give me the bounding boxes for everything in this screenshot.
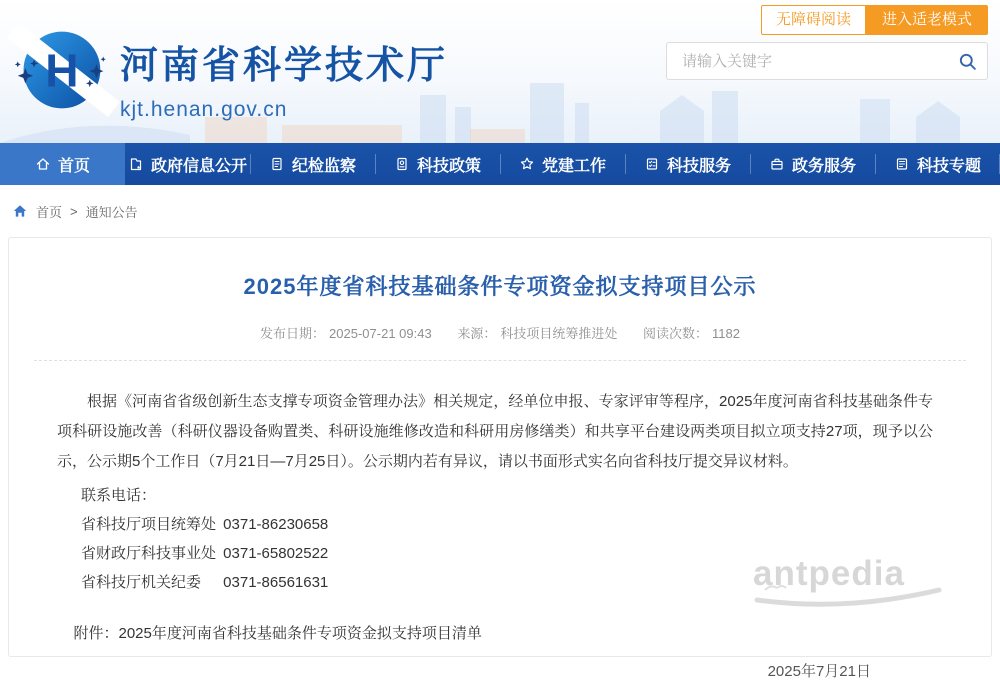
views-value: 1182 xyxy=(712,326,740,341)
contact-row xyxy=(57,539,933,568)
search-input[interactable] xyxy=(667,43,947,79)
views-label: 阅读次数： xyxy=(642,326,708,341)
main-nav xyxy=(0,143,1000,185)
nav-item-discipline[interactable] xyxy=(250,143,375,185)
article-sign-date: 2025年7月21日 xyxy=(767,663,871,680)
nav-item-policy[interactable] xyxy=(375,143,500,185)
meta-divider xyxy=(34,360,966,361)
search-box xyxy=(666,42,988,80)
nav-label: 科技服务 xyxy=(666,157,731,175)
article-body xyxy=(9,387,991,681)
barrier-free-reading-button[interactable]: 无障碍阅读 xyxy=(761,5,866,35)
nav-item-home[interactable] xyxy=(0,143,125,185)
site-title: 河南省科学技术厅 xyxy=(120,45,449,87)
nav-label: 政府信息公开 xyxy=(150,157,247,175)
contact-phone: 0371-86230658 xyxy=(223,516,329,533)
contact-phone: 0371-65802522 xyxy=(223,545,329,562)
article-meta xyxy=(9,323,991,342)
gov-info-icon xyxy=(128,156,144,172)
site-url: kjt.henan.gov.cn xyxy=(120,98,288,121)
article-title: 2025年度省科技基础条件专项资金拟支持项目公示 xyxy=(243,274,757,299)
policy-icon xyxy=(394,156,410,172)
breadcrumb-separator: > xyxy=(70,203,78,219)
nav-label: 政务服务 xyxy=(791,157,856,175)
breadcrumb-current: 通知公告 xyxy=(85,204,138,220)
attachment-link[interactable]: 附件：2025年度河南省科技基础条件专项资金拟支持项目清单 xyxy=(73,625,482,642)
contact-heading: 联系电话： xyxy=(81,487,157,504)
search-icon xyxy=(958,52,977,71)
source-label: 来源： xyxy=(457,326,497,341)
elder-mode-button[interactable]: 进入适老模式 xyxy=(866,5,988,35)
nav-item-topics[interactable] xyxy=(875,143,1000,185)
publish-date-label: 发布日期： xyxy=(260,326,326,341)
nav-item-affairs[interactable] xyxy=(750,143,875,185)
nav-label: 科技政策 xyxy=(416,157,481,175)
nav-item-service[interactable] xyxy=(625,143,750,185)
nav-label: 党建工作 xyxy=(541,157,606,175)
brand-block xyxy=(120,34,448,122)
discipline-icon xyxy=(269,156,285,172)
nav-label: 科技专题 xyxy=(916,157,981,175)
site-header xyxy=(0,0,1000,143)
contact-row xyxy=(57,510,933,539)
site-logo[interactable] xyxy=(12,22,108,118)
contact-dept: 省科技厅项目统筹处 xyxy=(81,516,217,533)
breadcrumb xyxy=(0,185,1000,237)
nav-item-gov-info[interactable] xyxy=(125,143,250,185)
article-panel xyxy=(8,237,992,680)
source-value: 科技项目统筹推进处 xyxy=(500,326,618,341)
breadcrumb-home-link[interactable]: 首页 xyxy=(36,204,63,220)
article-paragraph: 根据《河南省省级创新生态支撑专项资金管理办法》相关规定，经单位申报、专家评审等程序，2025年度河南省科技基础条件专项科研设施改善（科研仪器设备购置类、科研设施维修改造和科研用房修缮类）和共享平台建设两类项目拟立项支持27项，现予以公示，公示期5个工作日（7月21日—7月25日）。公示期内若有异议，请以书面形式实名向省科技厅提交异议材料。 xyxy=(57,393,933,470)
home-icon xyxy=(35,156,51,172)
topics-news-icon xyxy=(894,156,910,172)
affairs-briefcase-icon xyxy=(769,156,785,172)
contact-phone: 0371-86561631 xyxy=(223,574,329,591)
svg-text:H: H xyxy=(45,44,79,97)
contact-row xyxy=(57,568,933,597)
party-star-icon xyxy=(519,156,535,172)
nav-item-party[interactable] xyxy=(500,143,625,185)
search-button[interactable] xyxy=(947,43,987,79)
nav-label: 首页 xyxy=(57,157,90,175)
nav-label: 纪检监察 xyxy=(291,157,356,175)
contact-dept: 省财政厅科技事业处 xyxy=(81,545,217,562)
service-checklist-icon xyxy=(644,156,660,172)
contact-dept: 省科技厅机关纪委 xyxy=(81,574,202,591)
publish-date-value: 2025-07-21 09:43 xyxy=(329,326,432,341)
accessibility-bar xyxy=(761,5,988,35)
watermark-text: antpedia xyxy=(753,554,905,593)
breadcrumb-home-icon xyxy=(12,203,28,219)
